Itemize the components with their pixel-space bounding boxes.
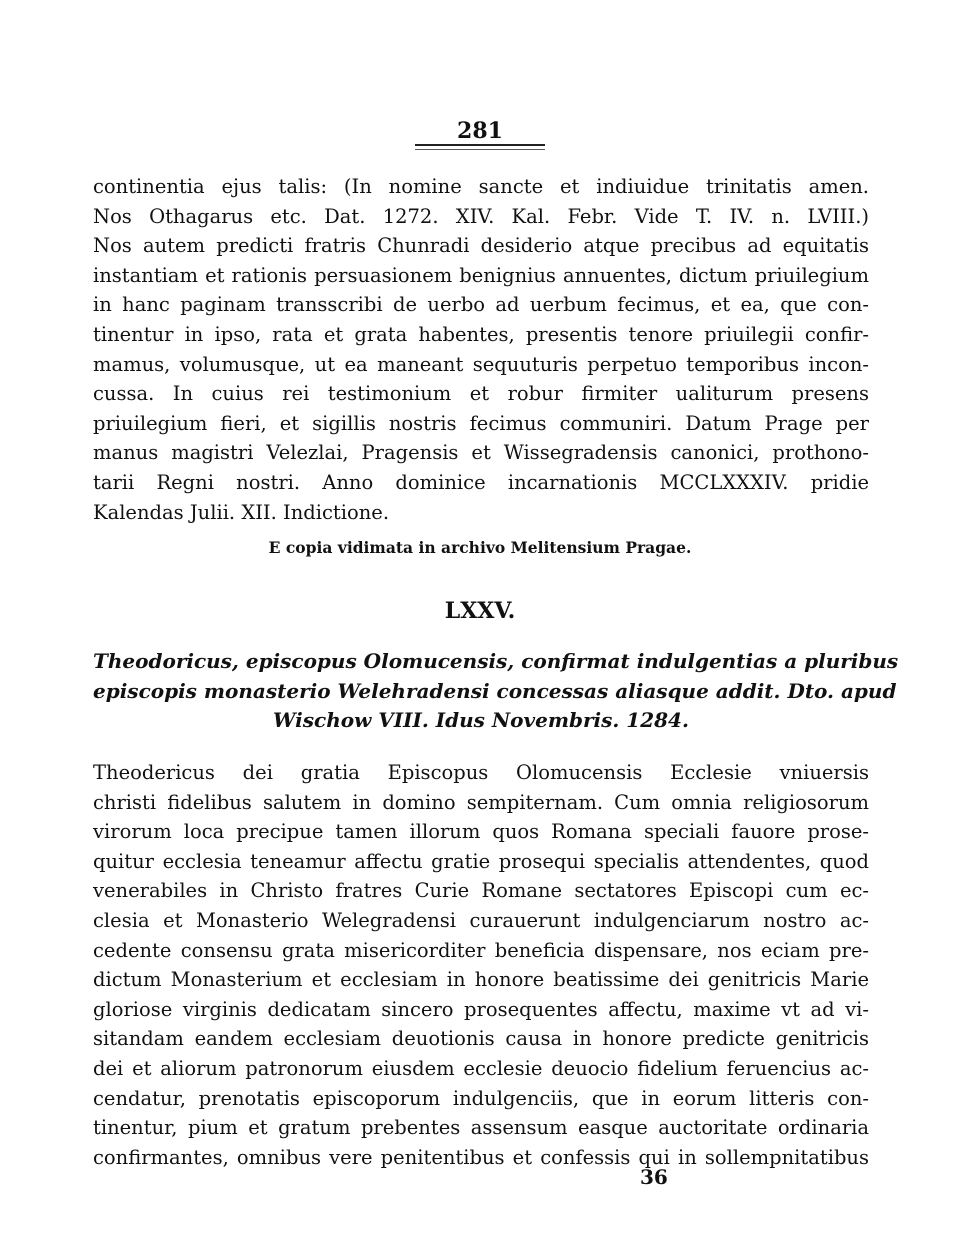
text-line: instantiam et rationis persuasionem benignius annuentes, dictum priuilegium [93,263,869,287]
text-line: priuilegium fieri, et sigillis nostris fecimus communiri. Datum Prage per [93,411,869,435]
text-line: clesia et Monasterio Welegradensi curauerunt indulgenciarum nostro ac- [93,908,869,932]
text-line: confirmantes, omnibus vere penitentibus et confessis qui in sollempnitatibus [93,1145,869,1169]
text-line: cendatur, prenotatis episcoporum indulgenciis, que in eorum litteris con- [93,1086,869,1110]
text-line: manus magistri Velezlai, Pragensis et Wissegradensis canonici, prothono- [93,441,869,465]
header-rule [415,144,545,150]
text-line: mamus, volumusque, ut ea maneant sequuturis perpetuo temporibus incon- [93,352,869,376]
text-line: cedente consensu grata misericorditer beneficia dispensare, nos eciam pre- [93,938,869,962]
text-line: sitandam eandem ecclesiam deuotionis causa in honore predicte genitricis [93,1027,869,1051]
text-line: tinentur, pium et gratum prebentes assensum easque auctoritate ordinaria [93,1116,869,1140]
text-line: christi fidelibus salutem in domino sempiternam. Cum omnia religiosorum [93,790,869,814]
text-line: tinentur in ipso, rata et grata habentes, presentis tenore priuilegii confir- [93,322,869,346]
summary-line: Wischow VIII. Idus Novembris. 1284. [273,708,689,733]
page-number: 281 [457,118,503,144]
text-line: Theodericus dei gratia Episcopus Olomucensis Ecclesie vniuersis [93,761,869,784]
source-note: E copia vidimata in archivo Melitensium Pragae. [268,538,692,557]
summary-line: episcopis monasterio Welehradensi concessas aliasque addit. Dto. apud [93,678,897,703]
text-line: Nos autem predicti fratris Chunradi desiderio atque precibus ad equitatis [93,234,869,258]
text-line: virorum loca precipue tamen illorum quos Romana speciali fauore prose- [93,820,869,844]
text-line: dictum Monasterium et ecclesiam in honore beatissime dei genitricis Marie [93,968,869,992]
text-line: in hanc paginam transscribi de uerbo ad uerbum fecimus, et ea, que con- [93,293,869,317]
text-line: continentia ejus talis: (In nomine sancte et indiuidue trinitatis amen. [93,175,869,198]
text-line: Kalendas Julii. XII. Indictione. [93,500,390,524]
document-summary [93,647,899,736]
text-line: gloriose virginis dedicatam sincero prosequentes affectu, maxime vt ad vi- [93,997,869,1021]
summary-line: Theodoricus, episcopus Olomucensis, confirmat indulgentias a pluribus [93,649,899,673]
signature-mark: 36 [640,1165,668,1189]
text-line: dei et aliorum patronorum eiusdem ecclesie deuocio fidelium feruencius ac- [93,1056,869,1080]
text-line: cussa. In cuius rei testimonium et robur firmiter ualiturum presens [93,382,869,406]
body-paragraph [93,758,869,1172]
intro-paragraph [93,172,869,527]
text-line: venerabiles in Christo fratres Curie Romane sectatores Episcopi cum ec- [93,879,869,903]
text-line: quitur ecclesia teneamur affectu gratie prosequi specialis attendentes, quod [93,849,869,873]
text-line: Nos Othagarus etc. Dat. 1272. XIV. Kal. Febr. Vide T. IV. n. LVIII.) [93,204,869,228]
document-number: LXXV. [444,598,516,624]
text-line: tarii Regni nostri. Anno dominice incarnationis MCCLXXXIV. pridie [93,470,869,494]
